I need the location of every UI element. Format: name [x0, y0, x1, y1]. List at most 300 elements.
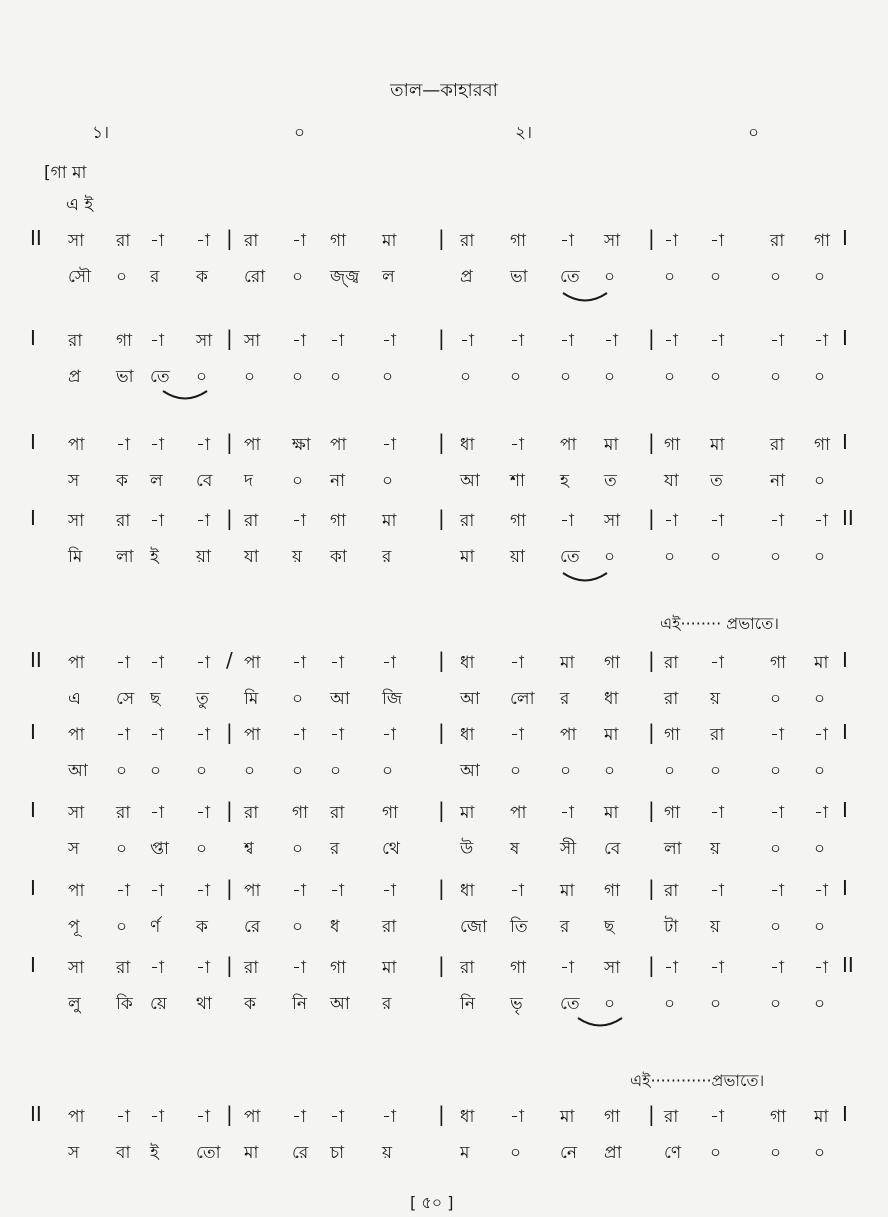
bar-line: | — [226, 798, 233, 822]
swara-note: -া — [196, 803, 210, 823]
notation-row — [30, 722, 870, 750]
swara-note: ধা — [460, 435, 475, 455]
lyric-syllable: আ — [330, 994, 350, 1014]
swara-note: -া — [710, 653, 724, 673]
lyric-syllable: ণে — [664, 1143, 682, 1163]
lyric-syllable: ০ — [770, 917, 782, 937]
bar-line: | — [648, 226, 655, 250]
swara-note: গা — [664, 725, 681, 745]
swara-note: পা — [68, 881, 85, 901]
notation-row — [30, 508, 870, 536]
swara-note: রা — [330, 803, 345, 823]
bar-line: | — [226, 226, 233, 250]
lyric-syllable: প্র — [68, 367, 81, 387]
swara-note: -া — [196, 231, 210, 251]
swara-note: -া — [196, 435, 210, 455]
lyric-syllable: ০ — [292, 761, 304, 781]
swara-note: -া — [150, 435, 164, 455]
swara-note: -া — [292, 331, 306, 351]
bar-line: | — [648, 648, 655, 672]
lyric-syllable: স — [68, 1143, 80, 1163]
lyric-syllable: লা — [116, 547, 134, 567]
swara-note: -া — [292, 881, 306, 901]
lyric-syllable: ই — [150, 1143, 159, 1163]
lyric-syllable: সে — [116, 689, 135, 709]
lyric-row — [30, 758, 870, 786]
swara-note: -া — [196, 881, 210, 901]
swara-note: রা — [460, 231, 475, 251]
lyric-syllable: আ — [460, 471, 480, 491]
swara-note: -া — [196, 958, 210, 978]
bar-line: | — [226, 1102, 233, 1126]
tala-title: তাল—কাহারবা — [390, 80, 498, 101]
lyric-syllable: নি — [460, 994, 476, 1014]
lyric-syllable: ০ — [330, 761, 342, 781]
lyric-syllable: র — [330, 839, 340, 859]
notation-row — [30, 878, 870, 906]
swara-note: -া — [382, 725, 396, 745]
swara-note: -া — [292, 725, 306, 745]
lyric-syllable: ল — [150, 471, 163, 491]
lyric-syllable: থা — [196, 994, 212, 1014]
slur-mark — [560, 570, 610, 588]
lyric-syllable: ০ — [196, 367, 208, 387]
swara-note: রা — [460, 511, 475, 531]
lyric-syllable: ০ — [292, 689, 304, 709]
lyric-syllable: তে — [150, 367, 170, 387]
bar-line: I — [30, 326, 36, 350]
swara-note: রা — [460, 958, 475, 978]
bar-line: | — [226, 876, 233, 900]
lyric-syllable: ০ — [116, 917, 128, 937]
lyric-syllable: তে — [560, 547, 580, 567]
swara-note: -া — [382, 1107, 396, 1127]
lyric-syllable: জো — [460, 917, 488, 937]
lyric-syllable: ধ — [330, 917, 340, 937]
bar-line: | — [226, 430, 233, 454]
lyric-syllable: ০ — [292, 839, 304, 859]
lyric-syllable: তু — [196, 689, 209, 709]
bar-line: I — [842, 430, 848, 454]
lyric-syllable: ০ — [770, 1143, 782, 1163]
swara-note: -া — [150, 725, 164, 745]
beat-marker: ২। — [515, 123, 533, 143]
lyric-syllable: ০ — [382, 471, 394, 491]
swara-note: -া — [560, 958, 574, 978]
swara-note: মা — [382, 231, 397, 251]
swara-note: মা — [560, 653, 575, 673]
page-number: [ ৫০ ] — [410, 1193, 454, 1212]
swara-note: -া — [292, 958, 306, 978]
lyric-syllable: লা — [664, 839, 682, 859]
lyric-syllable: ০ — [116, 761, 128, 781]
lyric-syllable: ০ — [814, 839, 826, 859]
lyric-syllable: রা — [664, 689, 679, 709]
bar-line: | — [438, 506, 445, 530]
bar-line: I — [842, 226, 848, 250]
lyric-syllable: ছ — [604, 917, 615, 937]
swara-note: -া — [510, 881, 524, 901]
swara-note: গা — [604, 653, 621, 673]
lyric-syllable: লু — [68, 994, 81, 1014]
lyric-syllable: আ — [68, 761, 88, 781]
swara-note: -া — [382, 881, 396, 901]
swara-note: গা — [604, 881, 621, 901]
lyric-syllable: এ — [68, 689, 81, 709]
swara-note: রা — [710, 725, 725, 745]
swara-note: -া — [150, 1107, 164, 1127]
lyric-row — [30, 264, 870, 292]
notation-row — [30, 800, 870, 828]
swara-note: সা — [196, 331, 213, 351]
bar-line: | — [648, 1102, 655, 1126]
swara-note: রা — [664, 653, 679, 673]
lyric-syllable: ০ — [710, 547, 722, 567]
swara-note: মা — [604, 435, 619, 455]
swara-note: ধা — [460, 653, 475, 673]
lyric-syllable: আ — [330, 689, 350, 709]
lyric-syllable: ০ — [814, 471, 826, 491]
swara-note: রা — [770, 435, 785, 455]
lyric-syllable: ০ — [664, 994, 676, 1014]
lyric-syllable: ০ — [814, 994, 826, 1014]
lyric-syllable: ০ — [770, 994, 782, 1014]
swara-note: -া — [710, 803, 724, 823]
swara-note: -া — [710, 881, 724, 901]
lyric-syllable: রে — [292, 1143, 309, 1163]
swara-note: -া — [664, 958, 678, 978]
lyric-syllable: লো — [510, 689, 535, 709]
bar-line: | — [438, 430, 445, 454]
lyric-syllable: প্র — [460, 267, 473, 287]
swara-note: পা — [68, 653, 85, 673]
lyric-syllable: ভা — [510, 267, 528, 287]
swara-note: -া — [116, 435, 130, 455]
swara-note: রা — [116, 231, 131, 251]
lyric-syllable: উ — [460, 839, 474, 859]
lyric-syllable: ০ — [770, 689, 782, 709]
bar-line: | — [648, 720, 655, 744]
lyric-syllable: বে — [604, 839, 621, 859]
swara-note: -া — [116, 881, 130, 901]
swara-note: -া — [770, 331, 784, 351]
bar-line: I — [842, 648, 848, 672]
bar-line: I — [842, 1102, 848, 1126]
bar-line: | — [226, 720, 233, 744]
lyric-syllable: ০ — [710, 761, 722, 781]
lyric-syllable: ল — [382, 267, 395, 287]
bar-line: | — [438, 648, 445, 672]
lyric-syllable: ০ — [460, 367, 472, 387]
lyric-syllable: ০ — [710, 1143, 722, 1163]
lyric-syllable: মি — [68, 547, 83, 567]
lyric-syllable: ০ — [116, 839, 128, 859]
lyric-syllable: মা — [460, 547, 475, 567]
swara-note: -া — [510, 331, 524, 351]
lyric-syllable: তি — [510, 917, 528, 937]
bar-line: II — [842, 506, 854, 530]
bar-line: | — [648, 326, 655, 350]
swara-note: সা — [68, 958, 85, 978]
intro-notes: [গা মা — [44, 163, 87, 183]
lyric-syllable: পূ — [68, 917, 80, 937]
swara-note: সা — [68, 231, 85, 251]
swara-note: -া — [510, 725, 524, 745]
lyric-syllable: ০ — [770, 839, 782, 859]
swara-note: -া — [330, 725, 344, 745]
bar-line: I — [842, 798, 848, 822]
swara-note: গা — [510, 231, 527, 251]
swara-note: পা — [244, 725, 261, 745]
lyric-syllable: চা — [330, 1143, 345, 1163]
bar-line: | — [648, 798, 655, 822]
lyric-syllable: বা — [116, 1143, 131, 1163]
swara-note: পা — [244, 653, 261, 673]
lyric-syllable: র — [382, 547, 392, 567]
notation-row — [30, 328, 870, 356]
swara-note: -া — [510, 653, 524, 673]
swara-note: গা — [330, 231, 347, 251]
lyric-syllable: বে — [196, 471, 213, 491]
swara-note: মা — [604, 803, 619, 823]
swara-note: -া — [196, 511, 210, 531]
swara-note: -া — [814, 511, 828, 531]
swara-note: রা — [664, 881, 679, 901]
lyric-syllable: ক — [196, 917, 208, 937]
swara-note: গা — [510, 511, 527, 531]
swara-note: -া — [382, 331, 396, 351]
swara-note: -া — [196, 653, 210, 673]
lyric-syllable: ০ — [244, 367, 256, 387]
lyric-syllable: জি — [382, 689, 403, 709]
swara-note: মা — [604, 725, 619, 745]
swara-note: গা — [604, 1107, 621, 1127]
lyric-syllable: নি — [292, 994, 308, 1014]
bar-line: II — [30, 1102, 42, 1126]
lyric-syllable: সৌ — [68, 267, 91, 287]
lyric-syllable: হ — [560, 471, 569, 491]
lyric-syllable: নে — [560, 1143, 578, 1163]
lyric-syllable: স — [68, 839, 80, 859]
swara-note: -া — [150, 231, 164, 251]
refrain-text: এই········ প্রভাতে। — [660, 614, 779, 633]
lyric-syllable: ০ — [196, 839, 208, 859]
swara-note: সা — [68, 511, 85, 531]
swara-note: -া — [664, 231, 678, 251]
swara-note: পা — [560, 725, 577, 745]
swara-note: -া — [604, 331, 618, 351]
swara-note: রা — [116, 958, 131, 978]
swara-note: রা — [116, 511, 131, 531]
lyric-syllable: আ — [460, 761, 480, 781]
swara-note: -া — [770, 881, 784, 901]
lyric-syllable: শা — [510, 471, 525, 491]
swara-note: রা — [244, 511, 259, 531]
swara-note: গা — [292, 803, 309, 823]
lyric-syllable: রো — [244, 267, 266, 287]
swara-note: -া — [770, 958, 784, 978]
lyric-syllable: ক — [196, 267, 208, 287]
bar-line: II — [30, 648, 42, 672]
swara-note: পা — [244, 435, 261, 455]
bar-line: | — [648, 876, 655, 900]
lyric-syllable: র — [560, 689, 570, 709]
lyric-syllable: যা — [664, 471, 679, 491]
lyric-syllable: র — [382, 994, 392, 1014]
notation-row — [30, 228, 870, 256]
swara-note: রা — [664, 1107, 679, 1127]
lyric-syllable: মা — [244, 1143, 259, 1163]
swara-note: -া — [292, 653, 306, 673]
bar-line: | — [226, 326, 233, 350]
bar-line: | — [648, 506, 655, 530]
lyric-syllable: ০ — [116, 267, 128, 287]
bar-line: I — [30, 506, 36, 530]
swara-note: -া — [330, 331, 344, 351]
lyric-syllable: ০ — [710, 267, 722, 287]
beat-marker: ১। — [92, 123, 110, 143]
notation-row — [30, 650, 870, 678]
lyric-syllable: রে — [244, 917, 261, 937]
lyric-syllable: য় — [710, 839, 721, 859]
lyric-syllable: য়ে — [150, 994, 167, 1014]
swara-note: -া — [292, 511, 306, 531]
swara-note: -া — [116, 725, 130, 745]
swara-note: -া — [460, 331, 474, 351]
swara-note: -া — [150, 653, 164, 673]
swara-note: গা — [814, 435, 831, 455]
intro-lyrics: এ ই — [66, 195, 94, 215]
lyric-syllable: ০ — [770, 267, 782, 287]
swara-note: -া — [664, 331, 678, 351]
lyric-syllable: য়া — [510, 547, 525, 567]
lyric-syllable: ০ — [604, 761, 616, 781]
bar-line: II — [842, 953, 854, 977]
swara-note: মা — [382, 511, 397, 531]
swara-note: -া — [116, 653, 130, 673]
lyric-syllable: য় — [710, 917, 721, 937]
swara-note: -া — [710, 331, 724, 351]
lyric-syllable: মি — [244, 689, 259, 709]
lyric-syllable: ভৃ — [510, 994, 523, 1014]
lyric-syllable: ক — [244, 994, 256, 1014]
swara-note: -া — [330, 881, 344, 901]
lyric-syllable: ০ — [604, 547, 616, 567]
lyric-syllable: ০ — [710, 994, 722, 1014]
lyric-syllable: ই — [150, 547, 159, 567]
bar-line: | — [438, 953, 445, 977]
swara-note: গা — [510, 958, 527, 978]
lyric-syllable: টা — [664, 917, 679, 937]
swara-note: গা — [770, 1107, 787, 1127]
bar-line: | — [438, 226, 445, 250]
swara-note: গা — [330, 511, 347, 531]
swara-note: -া — [150, 803, 164, 823]
lyric-syllable: ত — [604, 471, 617, 491]
swara-note: পা — [510, 803, 527, 823]
beat-marker: ০ — [748, 123, 760, 143]
lyric-syllable: না — [330, 471, 346, 491]
swara-note: সা — [604, 958, 621, 978]
lyric-syllable: প্তা — [150, 839, 169, 859]
lyric-row — [30, 468, 870, 496]
swara-note: মা — [710, 435, 725, 455]
swara-note: -া — [710, 511, 724, 531]
notation-row — [30, 432, 870, 460]
bar-line: | — [438, 326, 445, 350]
lyric-syllable: শ্ব — [244, 839, 254, 859]
lyric-syllable: র — [150, 267, 160, 287]
swara-note: সা — [244, 331, 261, 351]
swara-note: সা — [604, 231, 621, 251]
bar-line: / — [226, 648, 233, 672]
swara-note: পা — [560, 435, 577, 455]
swara-note: ধা — [460, 881, 475, 901]
lyric-syllable: ০ — [196, 761, 208, 781]
lyric-row — [30, 686, 870, 714]
swara-note: পা — [330, 435, 347, 455]
beat-marker: ০ — [294, 123, 306, 143]
lyric-syllable: ০ — [244, 761, 256, 781]
lyric-syllable: কা — [330, 547, 347, 567]
lyric-row — [30, 991, 870, 1019]
swara-note: -া — [116, 1107, 130, 1127]
lyric-syllable: ভা — [116, 367, 134, 387]
lyric-syllable: ০ — [814, 761, 826, 781]
lyric-syllable: য় — [710, 689, 721, 709]
swara-note: পা — [244, 881, 261, 901]
bar-line: I — [842, 876, 848, 900]
swara-note: পা — [244, 1107, 261, 1127]
lyric-syllable: ত — [710, 471, 723, 491]
bar-line: | — [226, 953, 233, 977]
swara-note: সা — [68, 803, 85, 823]
bar-line: I — [30, 430, 36, 454]
slur-mark — [160, 388, 210, 406]
lyric-syllable: ০ — [814, 547, 826, 567]
lyric-syllable: ০ — [560, 761, 572, 781]
lyric-syllable: ০ — [292, 267, 304, 287]
swara-note: -া — [292, 1107, 306, 1127]
swara-note: -া — [664, 511, 678, 531]
swara-note: -া — [770, 725, 784, 745]
lyric-syllable: ০ — [510, 1143, 522, 1163]
swara-note: ধা — [460, 725, 475, 745]
swara-note: -া — [814, 803, 828, 823]
swara-note: -া — [292, 231, 306, 251]
lyric-syllable: ০ — [814, 367, 826, 387]
lyric-syllable: ০ — [664, 367, 676, 387]
swara-note: ধা — [460, 1107, 475, 1127]
bar-line: I — [30, 876, 36, 900]
swara-note: -া — [710, 231, 724, 251]
lyric-syllable: ০ — [664, 547, 676, 567]
swara-note: -া — [196, 1107, 210, 1127]
lyric-syllable: ০ — [330, 367, 342, 387]
lyric-syllable: য় — [292, 547, 303, 567]
swara-note: মা — [814, 653, 829, 673]
swara-note: মা — [460, 803, 475, 823]
swara-note: মা — [814, 1107, 829, 1127]
lyric-syllable: ম — [460, 1143, 470, 1163]
bar-line: | — [438, 876, 445, 900]
swara-note: -া — [770, 803, 784, 823]
swara-note: -া — [382, 435, 396, 455]
lyric-syllable: ক — [116, 471, 128, 491]
lyric-syllable: ০ — [814, 267, 826, 287]
lyric-syllable: স — [68, 471, 80, 491]
lyric-syllable: কি — [116, 994, 133, 1014]
